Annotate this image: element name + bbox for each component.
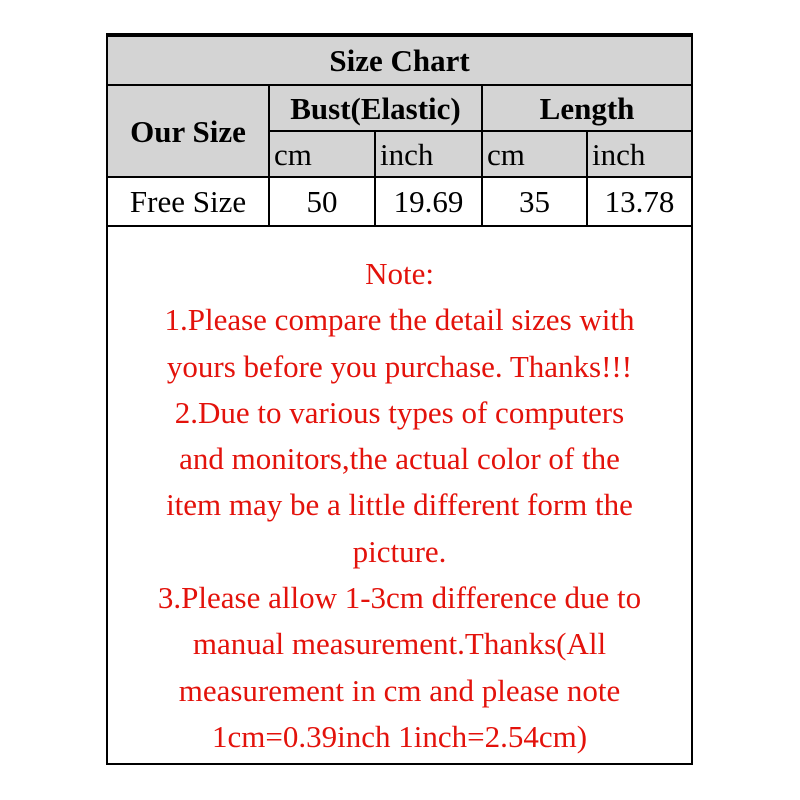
note-line: picture. — [352, 533, 447, 569]
note-line: measurement in cm and please note — [178, 672, 621, 708]
note-line: 2.Due to various types of computers — [174, 394, 625, 430]
note-line: 1cm=0.39inch 1inch=2.54cm) — [211, 718, 588, 754]
note-heading: Note: — [365, 256, 434, 291]
length-inch-unit: inch — [587, 131, 691, 177]
note-line: item may be a little different form the — [166, 487, 633, 523]
note-line: 1.Please compare the detail sizes with — [164, 302, 635, 338]
notes-block — [108, 251, 691, 760]
bust-inch-unit: inch — [375, 131, 482, 177]
note-line: 3.Please allow 1-3cm difference due to — [157, 580, 642, 616]
size-cell: Free Size — [108, 177, 269, 226]
bust-header: Bust(Elastic) — [269, 85, 482, 131]
length-cm-unit: cm — [482, 131, 587, 177]
our-size-header: Our Size — [108, 85, 269, 177]
size-chart-table — [108, 35, 691, 227]
bust-cm-value: 50 — [269, 177, 375, 226]
length-cm-value: 35 — [482, 177, 587, 226]
note-line: manual measurement.Thanks(All — [192, 626, 607, 662]
size-chart-sheet — [106, 33, 693, 765]
bust-cm-unit: cm — [269, 131, 375, 177]
table-row — [108, 177, 691, 226]
length-inch-value: 13.78 — [587, 177, 691, 226]
size-chart-title: Size Chart — [108, 36, 691, 85]
note-line: and monitors,the actual color of the — [179, 441, 620, 477]
length-header: Length — [482, 85, 691, 131]
bust-inch-value: 19.69 — [375, 177, 482, 226]
note-line: yours before you purchase. Thanks!!! — [166, 348, 633, 384]
